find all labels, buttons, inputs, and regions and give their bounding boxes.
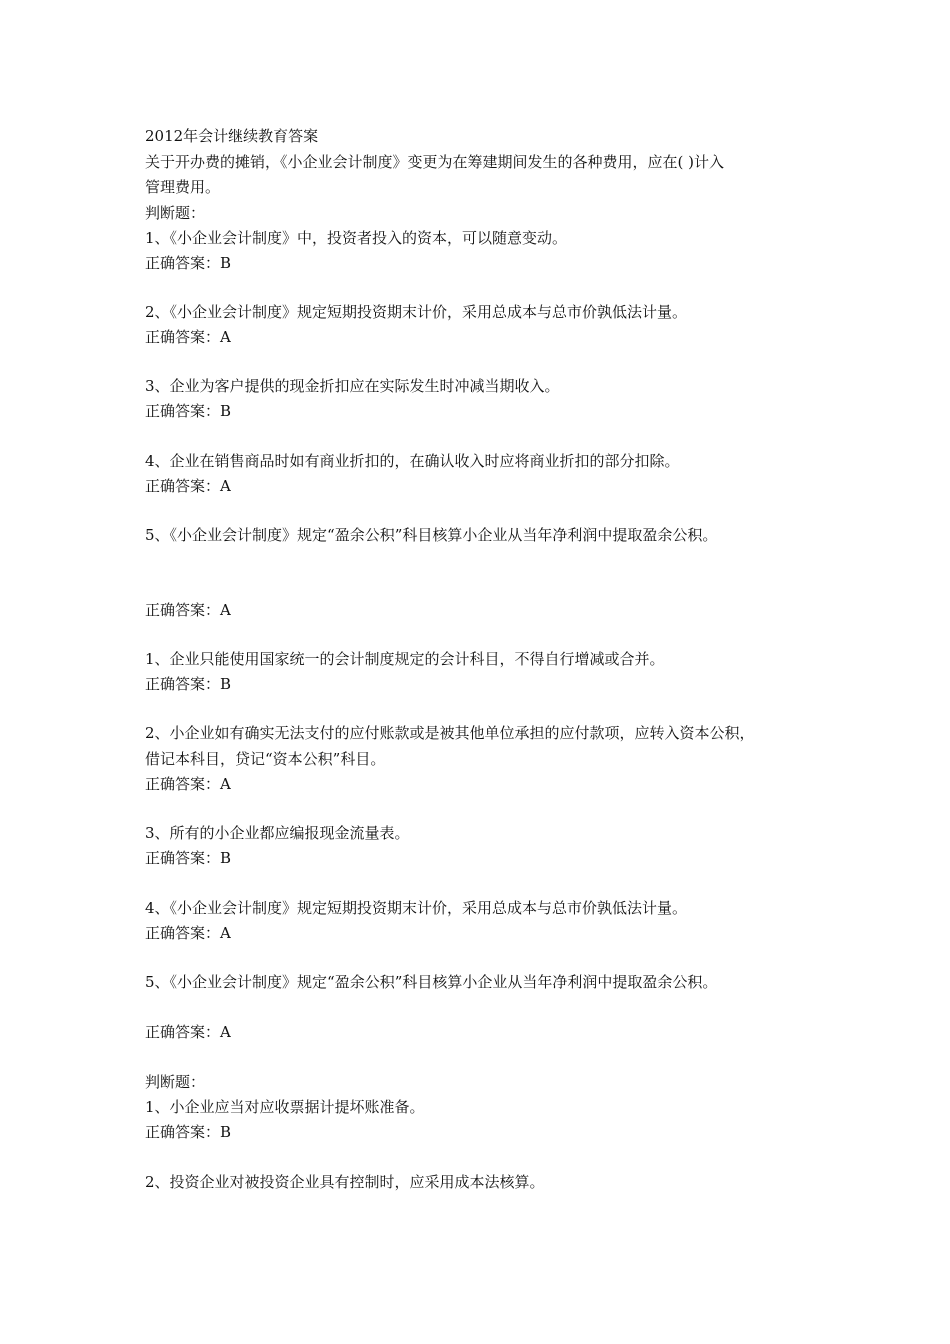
answer-text: 正确答案：A (145, 477, 231, 495)
answer-text: 正确答案：A (145, 1023, 231, 1041)
intro-line-1: 关于开办费的摊销，《小企业会计制度》变更为在筹建期间发生的各种费用，应在( )计入 (145, 153, 724, 171)
answer-text: 正确答案：B (145, 675, 232, 693)
answer-text: 正确答案：A (145, 775, 231, 793)
answer-text: 正确答案：A (145, 328, 231, 346)
question-text: 1、小企业应当对应收票据计提坏账准备。 (145, 1098, 425, 1116)
answer-text: 正确答案：B (145, 254, 232, 272)
question-text-line-1: 2、小企业如有确实无法支付的应付账款或是被其他单位承担的应付款项，应转入资本公积， (145, 724, 755, 742)
answer-text: 正确答案：B (145, 402, 232, 420)
question-text: 5、《小企业会计制度》规定“盈余公积”科目核算小企业从当年净利润中提取盈余公积。 (145, 973, 718, 991)
question-text-line-2: 借记本科目，贷记“资本公积”科目。 (145, 750, 386, 768)
intro-line-2: 管理费用。 (145, 178, 221, 196)
question-text: 4、企业在销售商品时如有商业折扣的，在确认收入时应将商业折扣的部分扣除。 (145, 452, 680, 470)
answer-text: 正确答案：A (145, 601, 231, 619)
question-text: 1、《小企业会计制度》中，投资者投入的资本，可以随意变动。 (145, 229, 568, 247)
document-title: 2012年会计继续教育答案 (145, 127, 319, 145)
question-text: 3、所有的小企业都应编报现金流量表。 (145, 824, 410, 842)
answer-text: 正确答案：A (145, 924, 231, 942)
question-text: 5、《小企业会计制度》规定“盈余公积”科目核算小企业从当年净利润中提取盈余公积。 (145, 526, 718, 544)
question-text: 2、投资企业对被投资企业具有控制时，应采用成本法核算。 (145, 1173, 545, 1191)
question-text: 1、企业只能使用国家统一的会计制度规定的会计科目，不得自行增减或合并。 (145, 650, 665, 668)
question-text: 4、《小企业会计制度》规定短期投资期末计价，采用总成本与总市价孰低法计量。 (145, 899, 688, 917)
answer-text: 正确答案：B (145, 1123, 232, 1141)
question-text: 3、企业为客户提供的现金折扣应在实际发生时冲减当期收入。 (145, 377, 560, 395)
answer-text: 正确答案：B (145, 849, 232, 867)
question-text: 2、《小企业会计制度》规定短期投资期末计价，采用总成本与总市价孰低法计量。 (145, 303, 688, 321)
section-label: 判断题： (145, 204, 206, 222)
section-label: 判断题： (145, 1073, 206, 1091)
